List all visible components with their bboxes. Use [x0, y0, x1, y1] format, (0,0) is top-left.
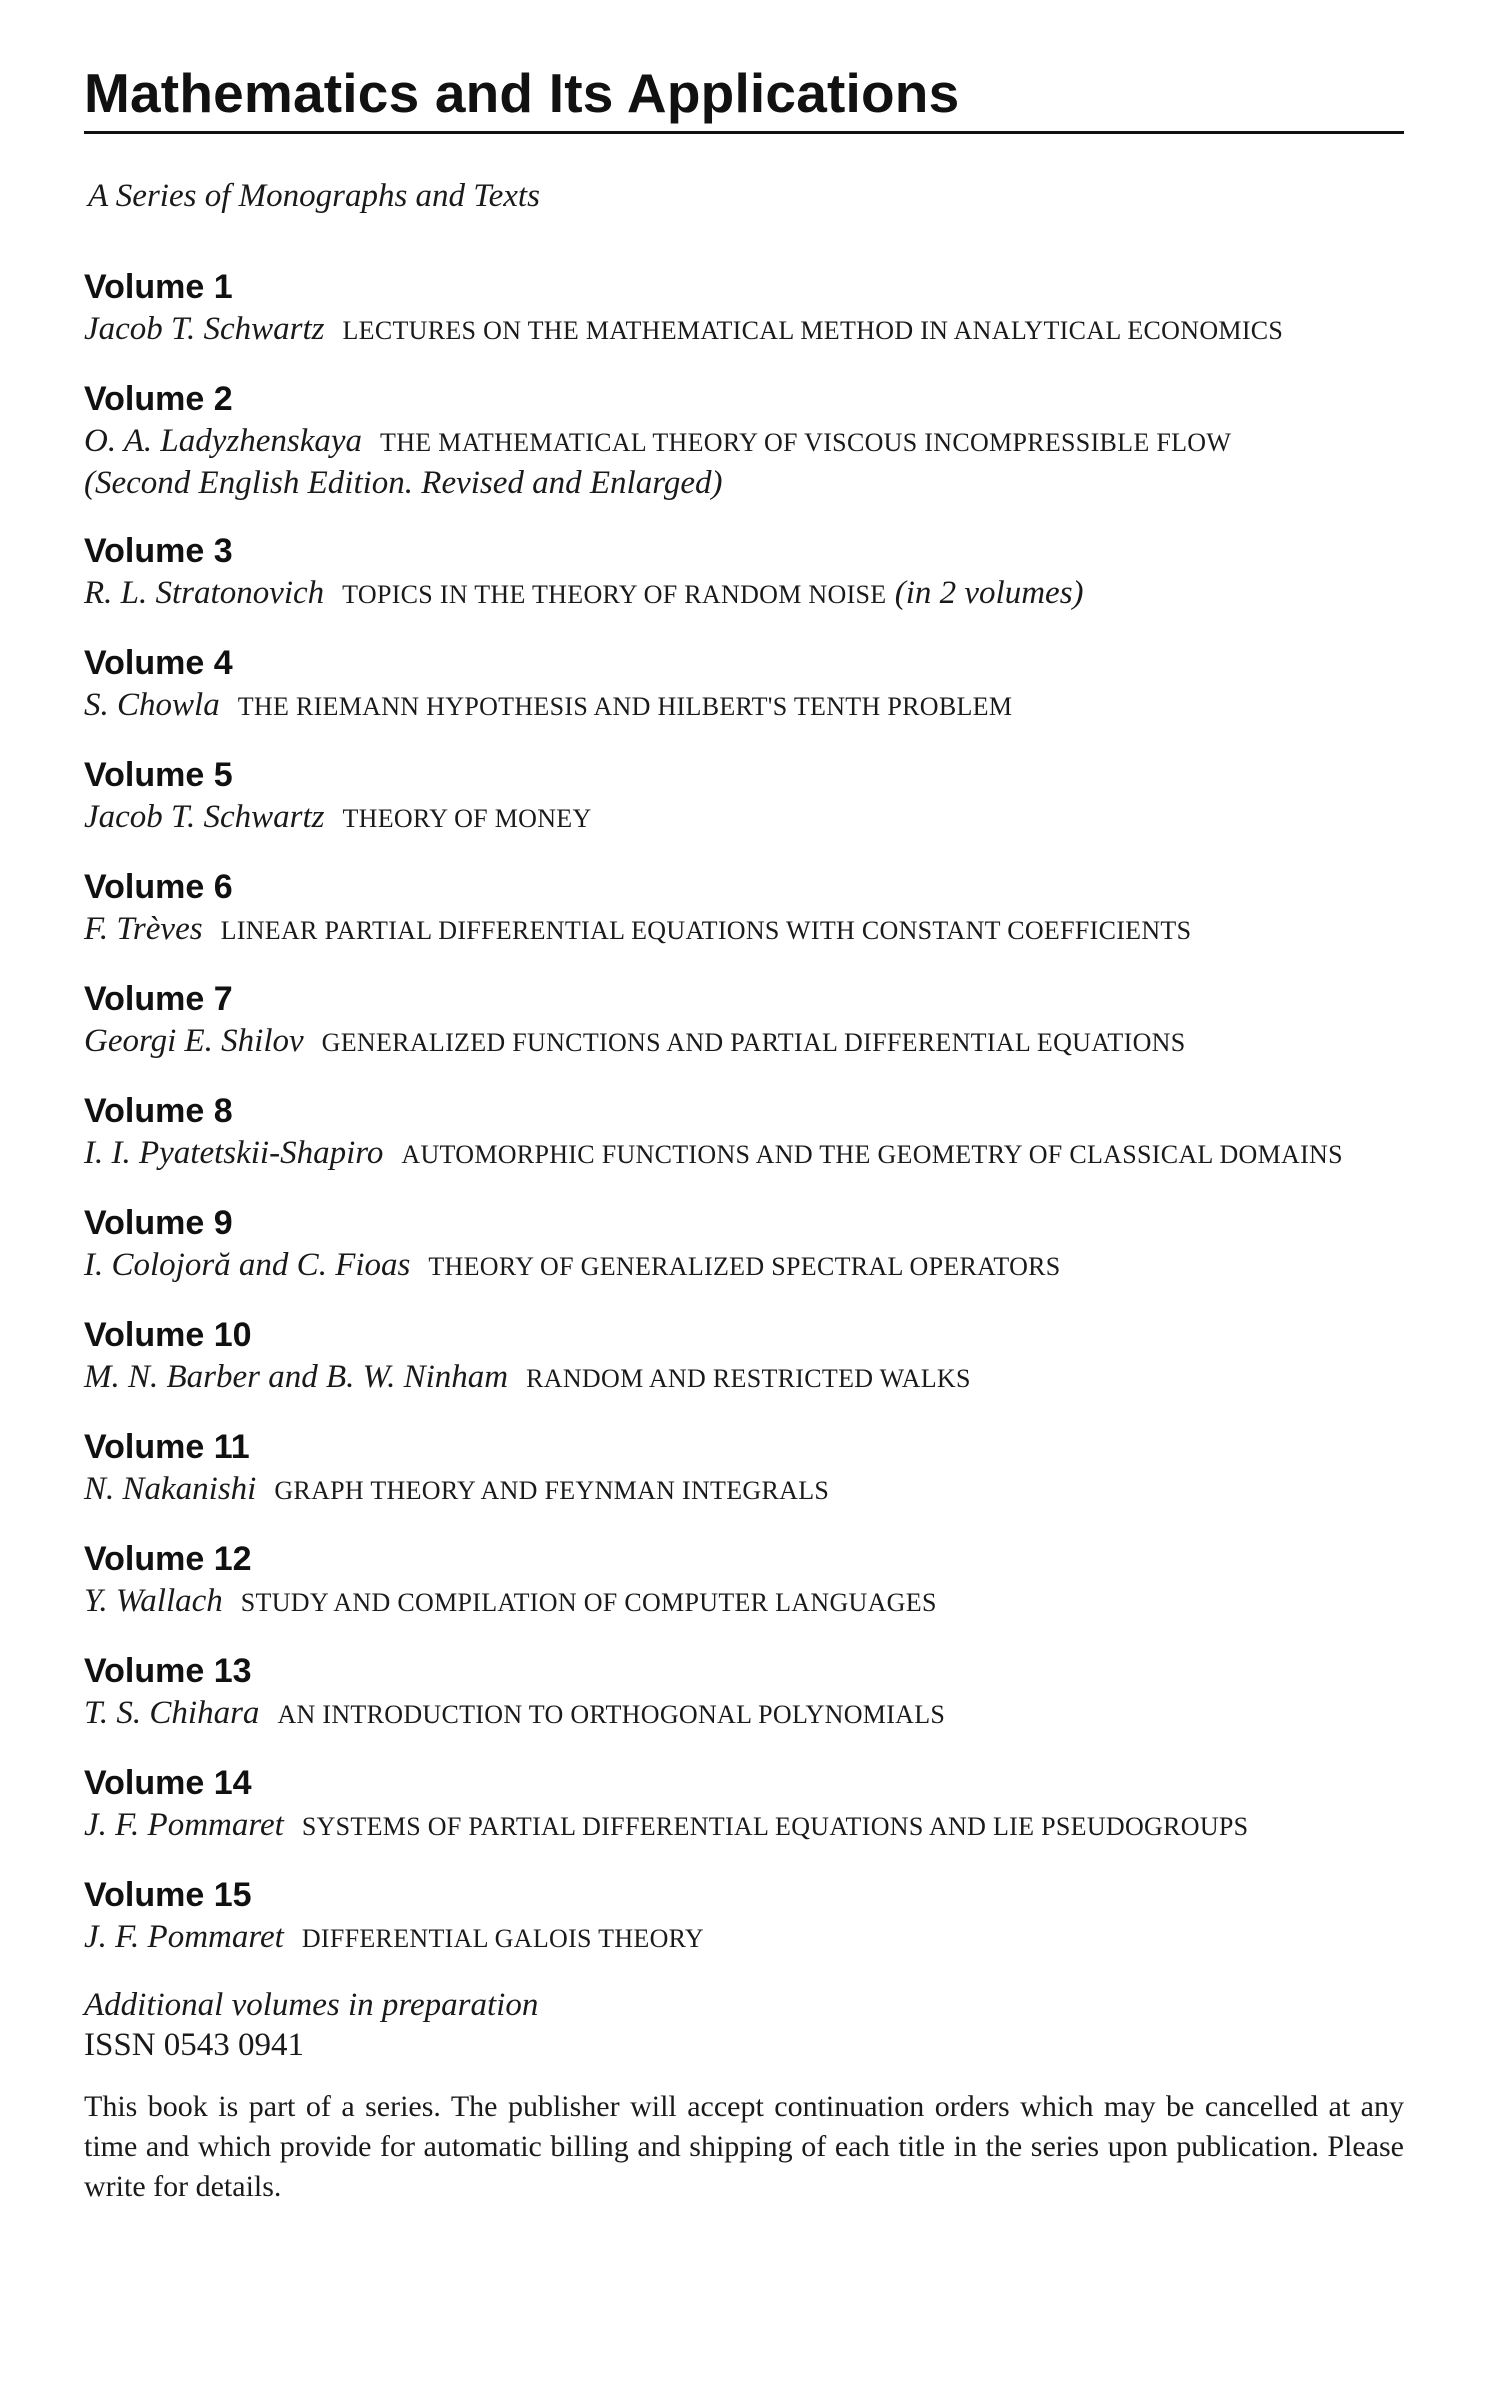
volume-details [84, 1693, 1404, 1735]
volume-title: TOPICS IN THE THEORY OF RANDOM NOISE [342, 580, 887, 610]
volume-author: J. F. Pommaret [84, 1807, 284, 1844]
volume-details [84, 1357, 1404, 1399]
volume-label: Volume 11 [84, 1428, 250, 1467]
volume-title: GENERALIZED FUNCTIONS AND PARTIAL DIFFERENTIAL EQUATIONS [321, 1028, 1186, 1058]
title-rule [84, 131, 1404, 134]
volume-entry [84, 865, 1404, 951]
volume-label: Volume 13 [84, 1652, 252, 1691]
volume-author: I. Colojoră and C. Fioas [84, 1247, 411, 1284]
volume-details [84, 685, 1404, 727]
series-title: Mathematics and Its Applications [84, 62, 960, 124]
volume-title: SYSTEMS OF PARTIAL DIFFERENTIAL EQUATIONS AND LIE PSEUDOGROUPS [301, 1812, 1249, 1842]
volume-title: GRAPH THEORY AND FEYNMAN INTEGRALS [274, 1476, 830, 1506]
continuation-orders-paragraph: This book is part of a series. The publisher will accept continuation orders which may be cancelled at any time and which provide for automatic billing and shipping of each title in the series upon publication. Please write for details. [84, 2090, 1404, 2204]
volume-entry [84, 753, 1404, 839]
volume-label: Volume 12 [84, 1540, 252, 1579]
volume-title: DIFFERENTIAL GALOIS THEORY [301, 1924, 704, 1954]
volume-title: THE MATHEMATICAL THEORY OF VISCOUS INCOMPRESSIBLE FLOW [380, 428, 1232, 458]
series-page [84, 62, 1404, 2207]
volume-label: Volume 10 [84, 1316, 252, 1355]
volume-details [84, 1245, 1404, 1287]
volume-title: LINEAR PARTIAL DIFFERENTIAL EQUATIONS WITH CONSTANT COEFFICIENTS [220, 916, 1192, 946]
issn: ISSN 0543 0941 [84, 2027, 305, 2064]
volume-entry [84, 977, 1404, 1063]
volume-details [84, 909, 1404, 951]
volume-author: T. S. Chihara [84, 1695, 260, 1732]
volume-label: Volume 14 [84, 1764, 252, 1803]
volume-title: THE RIEMANN HYPOTHESIS AND HILBERT'S TENTH PROBLEM [237, 692, 1013, 722]
volume-details [84, 797, 1404, 839]
volume-entry [84, 641, 1404, 727]
volume-title: AN INTRODUCTION TO ORTHOGONAL POLYNOMIALS [277, 1700, 946, 1730]
volume-author: O. A. Ladyzhenskaya [84, 423, 363, 460]
volume-author: Jacob T. Schwartz [84, 311, 325, 348]
volume-title: LECTURES ON THE MATHEMATICAL METHOD IN ANALYTICAL ECONOMICS [342, 316, 1284, 346]
volume-entry [84, 1761, 1404, 1847]
volume-entry [84, 265, 1404, 351]
volume-label: Volume 2 [84, 380, 233, 419]
volume-details [84, 309, 1404, 351]
volume-label: Volume 15 [84, 1876, 252, 1915]
volume-details [84, 1805, 1404, 1847]
volume-label: Volume 4 [84, 644, 233, 683]
volume-author: F. Trèves [84, 911, 203, 948]
volume-details [84, 1469, 1404, 1511]
volume-label: Volume 8 [84, 1092, 233, 1131]
series-subtitle: A Series of Monographs and Texts [88, 178, 540, 215]
volume-title: THEORY OF GENERALIZED SPECTRAL OPERATORS [428, 1252, 1061, 1282]
volume-label: Volume 7 [84, 980, 233, 1019]
volume-entry [84, 1201, 1404, 1287]
volume-label: Volume 1 [84, 268, 233, 307]
volume-details [84, 1917, 1404, 1959]
volume-title: RANDOM AND RESTRICTED WALKS [526, 1364, 971, 1394]
volume-details [84, 1581, 1404, 1623]
volume-entry [84, 1649, 1404, 1735]
volume-details [84, 1021, 1404, 1063]
volume-author: Y. Wallach [84, 1583, 223, 1620]
volume-author: J. F. Pommaret [84, 1919, 284, 1956]
volume-label: Volume 3 [84, 532, 233, 571]
volume-title: STUDY AND COMPILATION OF COMPUTER LANGUAGES [240, 1588, 937, 1618]
volume-list [84, 265, 1404, 1959]
volume-entry [84, 1537, 1404, 1623]
volume-label: Volume 9 [84, 1204, 233, 1243]
volume-entry [84, 529, 1404, 615]
volume-title: THEORY OF MONEY [342, 804, 592, 834]
volume-entry [84, 1313, 1404, 1399]
volume-label: Volume 6 [84, 868, 233, 907]
volume-author: S. Chowla [84, 687, 220, 724]
volume-inline-note: (in 2 volumes) [894, 575, 1084, 612]
volume-author: R. L. Stratonovich [84, 575, 325, 612]
volume-author: I. I. Pyatetskii-Shapiro [84, 1135, 384, 1172]
volume-author: M. N. Barber and B. W. Ninham [84, 1359, 509, 1396]
volume-label: Volume 5 [84, 756, 233, 795]
volume-author: Jacob T. Schwartz [84, 799, 325, 836]
volume-edition-note: (Second English Edition. Revised and Enlarged) [84, 465, 723, 502]
volume-title: AUTOMORPHIC FUNCTIONS AND THE GEOMETRY OF CLASSICAL DOMAINS [401, 1140, 1343, 1170]
volume-details [84, 1133, 1404, 1175]
volume-entry [84, 377, 1404, 503]
volume-details [84, 573, 1404, 615]
volume-details [84, 421, 1404, 503]
volume-author: N. Nakanishi [84, 1471, 257, 1508]
volume-entry [84, 1873, 1404, 1959]
volume-author: Georgi E. Shilov [84, 1023, 304, 1060]
volume-entry [84, 1425, 1404, 1511]
volume-entry [84, 1089, 1404, 1175]
additional-volumes-note: Additional volumes in preparation [84, 1987, 539, 2024]
